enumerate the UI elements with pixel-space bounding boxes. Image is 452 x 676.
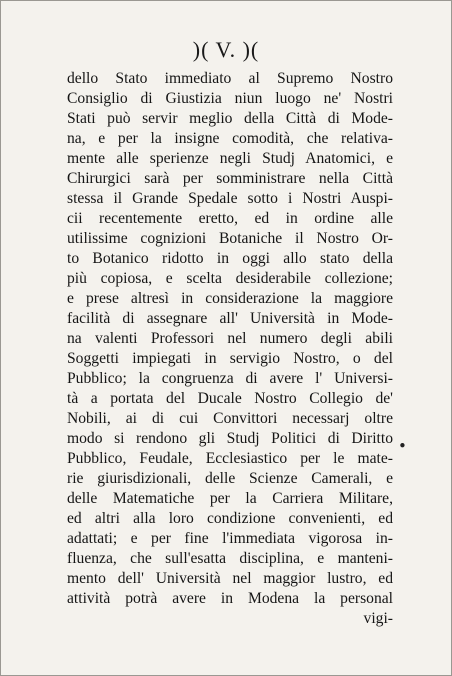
- text-line: Chirurgici sarà per somministrare nella Città: [67, 170, 393, 187]
- text-line: Consiglio di Giustizia niun luogo ne' Nostri: [67, 90, 393, 107]
- text-line: mente alle sperienze negli Studj Anatomici, e: [67, 150, 393, 167]
- text-line: adattati; e per fine l'immediata vigorosa in-: [67, 530, 393, 547]
- text-line: Stati può servir meglio della Città di Mode-: [67, 110, 393, 127]
- text-line: cii recentemente eretto, ed in ordine alle: [67, 210, 393, 227]
- text-line: Pubblico, Feudale, Ecclesiastico per le mate-: [67, 450, 393, 467]
- margin-mark: •: [398, 437, 407, 455]
- text-line: utilissime cognizioni Botaniche il Nostro Or-: [67, 230, 393, 247]
- text-line: e prese altresì in considerazione la maggiore: [67, 290, 393, 307]
- page-header: )( V. )(: [192, 37, 260, 62]
- text-line: fluenza, che sull'esatta disciplina, e manteni-: [67, 550, 393, 567]
- text-line: stessa il Grande Spedale sotto i Nostri Auspi-: [67, 190, 393, 207]
- text-line: mento dell' Università nel maggior lustro, ed: [67, 570, 393, 587]
- text-line: na valenti Professori nel numero degli abili: [67, 330, 393, 347]
- text-line: Soggetti impiegati in servigio Nostro, o del: [67, 350, 393, 367]
- text-line: Pubblico; la congruenza di avere l' Universi-: [67, 370, 393, 387]
- text-line: attività potrà avere in Modena la personal: [67, 590, 393, 607]
- text-line: rie giurisdizionali, delle Scienze Camerali, e: [67, 470, 393, 487]
- text-line: delle Matematiche per la Carriera Militare,: [67, 490, 393, 507]
- text-line: tà a portata del Ducale Nostro Collegio de': [67, 390, 393, 407]
- catchword: vigi-: [363, 610, 393, 627]
- text-line: più copiosa, e scelta desiderabile collezione;: [67, 270, 393, 287]
- text-line: Nobili, ai di cui Convittori necessarj oltre: [67, 410, 393, 427]
- text-line: ed altri alla loro condizione convenienti, ed: [67, 510, 393, 527]
- text-line: dello Stato immediato al Supremo Nostro: [67, 70, 393, 87]
- text-line: modo si rendono gli Studj Politici di Diritto: [67, 430, 393, 447]
- text-line: facilità di assegnare all' Università in Mode-: [67, 310, 393, 327]
- text-line: to Botanico ridotto in oggi allo stato della: [67, 250, 393, 267]
- text-line: na, e per la insigne comodità, che relativa-: [67, 130, 393, 147]
- body-text: [67, 69, 393, 629]
